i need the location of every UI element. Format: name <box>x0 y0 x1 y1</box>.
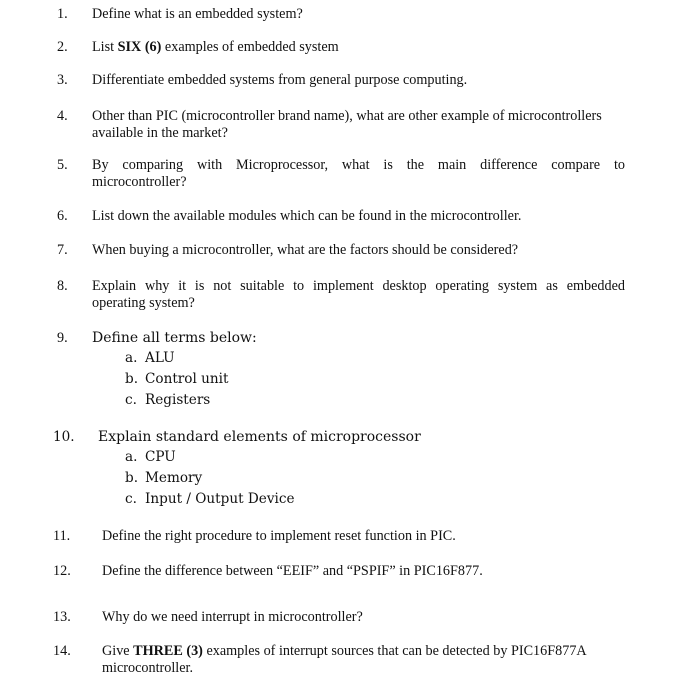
sub-item: a. ALU <box>125 350 175 366</box>
question-number: 5. <box>57 157 68 173</box>
question-text: Give THREE (3) examples of interrupt sources that can be detected by PIC16F877A microcontroller. <box>102 643 587 676</box>
question-number: 4. <box>57 108 68 124</box>
question-number: 10. <box>53 429 75 445</box>
question-text: Explain why it is not suitable to implement desktop operating system as embedded operating system? <box>92 278 625 311</box>
question-number: 9. <box>57 330 68 346</box>
question-number: 13. <box>53 609 71 625</box>
question-text: Differentiate embedded systems from general purpose computing. <box>92 72 468 88</box>
question-text: By comparing with Microprocessor, what is the main difference compare to microcontroller? <box>92 157 625 190</box>
question-number: 14. <box>53 643 71 659</box>
question-text: Define all terms below: <box>92 330 257 346</box>
question-text: Why do we need interrupt in microcontroller? <box>102 609 363 625</box>
question-text: Define what is an embedded system? <box>92 6 303 22</box>
sub-item: c. Registers <box>125 392 211 408</box>
sub-item: a. CPU <box>125 449 176 465</box>
question-text: Explain standard elements of microprocessor <box>98 429 421 445</box>
question-text: Other than PIC (microcontroller brand name), what are other example of microcontrollers available in the market? <box>92 108 602 141</box>
question-number: 6. <box>57 208 68 224</box>
question-number: 1. <box>57 6 68 22</box>
question-text: Define the difference between “EEIF” and “PSPIF” in PIC16F877. <box>102 563 483 579</box>
question-text: When buying a microcontroller, what are the factors should be considered? <box>92 242 519 258</box>
question-text: List down the available modules which can be found in the microcontroller. <box>92 208 522 224</box>
sub-item: c. Input / Output Device <box>125 491 295 507</box>
emphasis: THREE (3) <box>133 643 203 659</box>
question-number: 7. <box>57 242 68 258</box>
question-text: List SIX (6) examples of embedded system <box>92 39 339 55</box>
question-number: 11. <box>53 528 71 544</box>
question-number: 2. <box>57 39 68 55</box>
emphasis: SIX (6) <box>117 39 162 55</box>
sub-item: b. Memory <box>125 470 203 486</box>
question-number: 12. <box>53 563 71 579</box>
question-number: 3. <box>57 72 68 88</box>
question-number: 8. <box>57 278 68 294</box>
question-text: Define the right procedure to implement reset function in PIC. <box>102 528 456 544</box>
sub-item: b. Control unit <box>125 371 229 387</box>
